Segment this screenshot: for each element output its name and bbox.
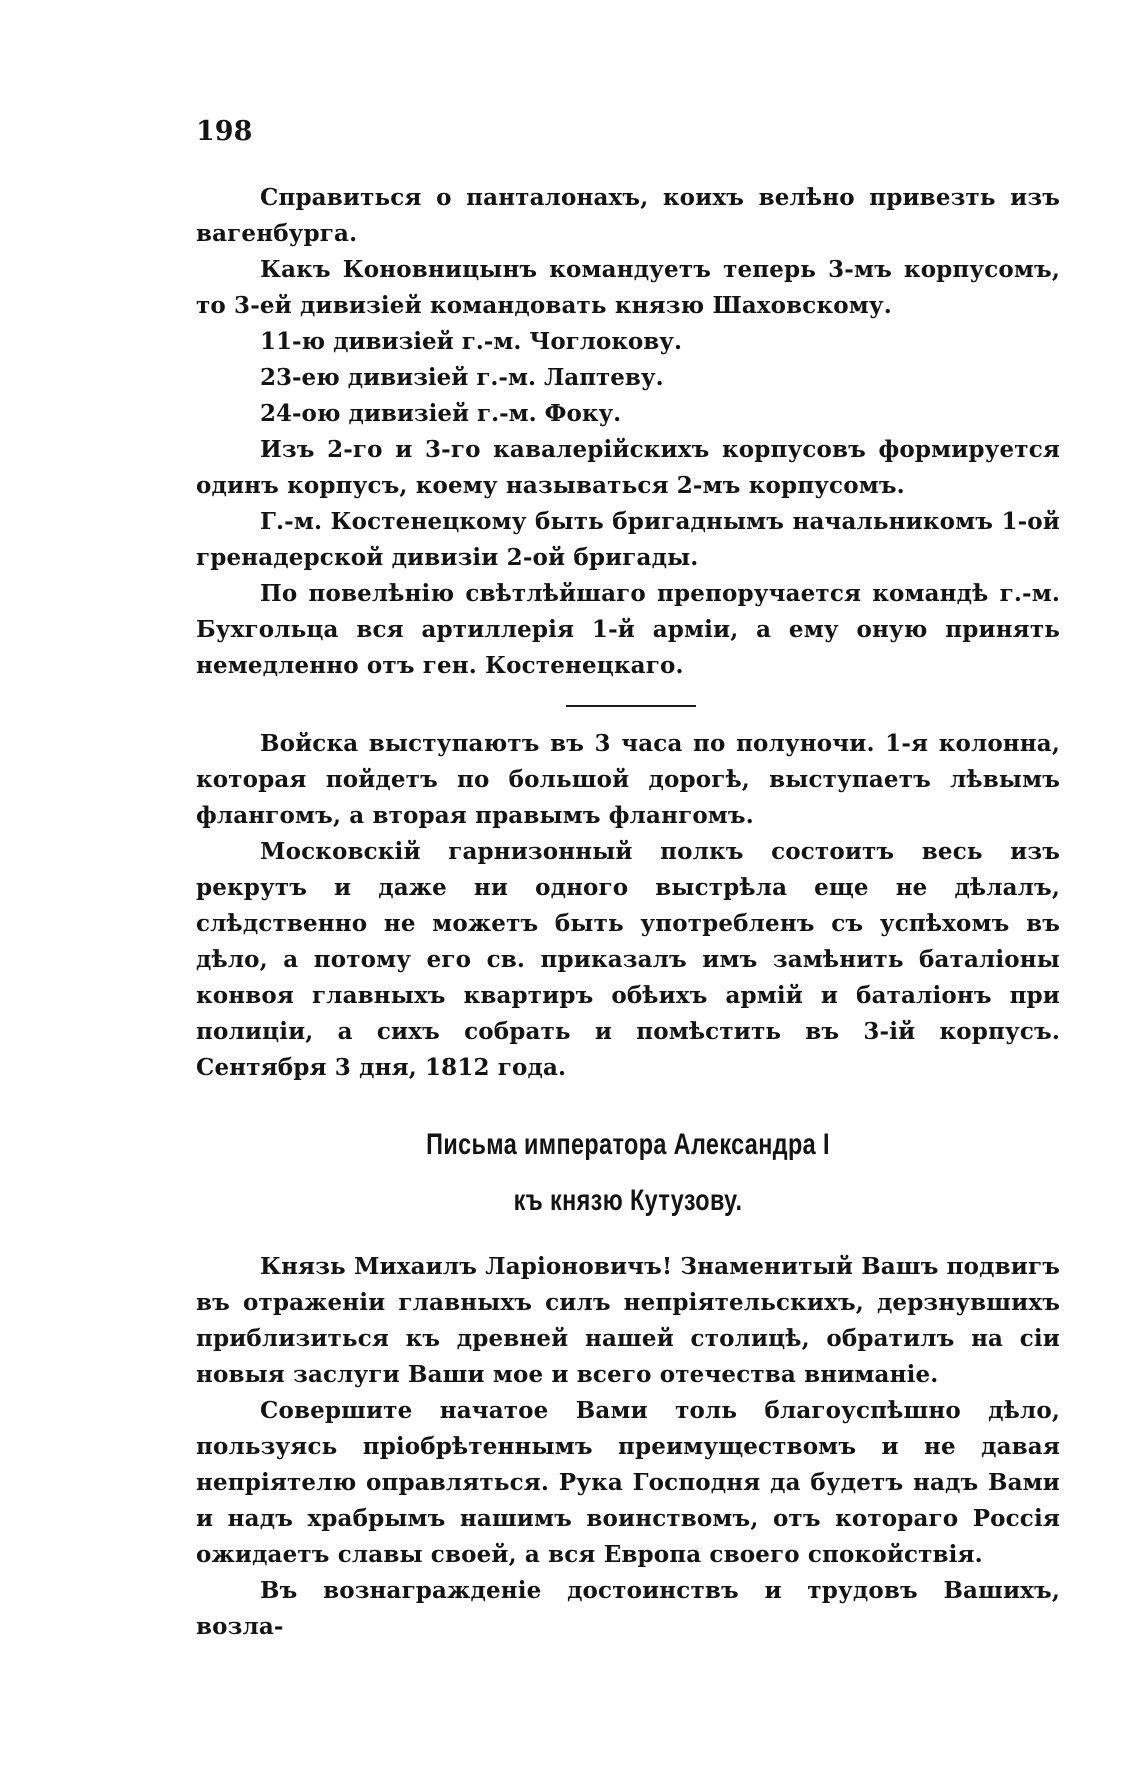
paragraph-artillery: По повелѣнiю свѣтлѣйшаго препоручается командѣ г.-м. Бухгольца вся артиллерiя 1-й армiи, а ему оную принять немедленно отъ ген. Костенецкаго.: [196, 580, 1060, 679]
line-23rd-division: 23-ею дивизiей г.-м. Лаптеву.: [260, 364, 664, 391]
paragraph-letter-reward: Въ вознагражденiе достоинствъ и трудовъ Вашихъ, возла-: [196, 1577, 1060, 1640]
paragraph-letter-complete: Совершите начатое Вами толь благоуспѣшно дѣло, пользуясь прiобрѣтеннымъ преимуществомъ и не давая непрiятелю оправляться. Рука Господня да будетъ надъ Вами и надъ храбрымъ нашимъ воинствомъ, отъ котораго Россiя ожидаетъ славы своей, а вся Европа своего спокойствiя.: [196, 1397, 1060, 1568]
paragraph-moscow-garrison: Московскiй гарнизонный полкъ состоитъ весь изъ рекрутъ и даже ни одного выстрѣла еще не дѣлалъ, слѣдственно не можетъ быть употребленъ съ успѣхомъ въ дѣло, а потому его св. приказалъ имъ замѣнить баталiоны конвоя главныхъ квартиръ обѣихъ армiй и баталiонъ при полицiи, а сихъ собрать и помѣстить въ 3-iй корпусъ. Сентября 3 дня, 1812 года.: [196, 838, 1060, 1081]
line-11th-division: 11-ю дивизiей г.-м. Чоглокову.: [260, 328, 682, 355]
paragraph-cavalry-corps: Изъ 2-го и 3-го кавалерiйскихъ корпусовъ формируется одинъ корпусъ, коему называться 2-мъ корпусомъ.: [196, 436, 1060, 499]
section-divider: [566, 705, 696, 707]
paragraph-troops-march: Войска выступаютъ въ 3 часа по полуночи. 1-я колонна, которая пойдетъ по большой дорогѣ, выступаетъ лѣвымъ флангомъ, а вторая правымъ флангомъ.: [196, 730, 1060, 829]
paragraph-pantaloons: Справиться о панталонахъ, коихъ велѣно привезть изъ вагенбурга.: [196, 184, 1060, 247]
line-24th-division: 24-ою дивизiей г.-м. Фоку.: [260, 400, 622, 427]
orders-section: [196, 180, 1060, 684]
paragraph-letter-greeting: Князь Михаилъ Ларiоновичъ! Знаменитый Вашъ подвигъ въ отраженiи главныхъ силъ непрiятельскихъ, дерзнувшихъ приблизиться къ древней нашей столицѣ, обратилъ на сiи новыя заслуги Ваши мое и всего отечества вниманiе.: [196, 1253, 1061, 1388]
paragraph-konovnitsyn: Какъ Коновницынъ командуетъ теперь 3-мъ корпусомъ, то 3-ей дивизiей командовать князю Шаховскому.: [196, 256, 1060, 319]
page-number: 198: [196, 116, 253, 147]
letters-subheading: къ князю Кутузову.: [513, 1184, 743, 1217]
letters-heading: Письма императора Александра I: [426, 1128, 830, 1161]
march-orders-section: [196, 726, 1060, 1086]
letter-section: [196, 1249, 1060, 1645]
paragraph-kostenetsky: Г.-м. Костенецкому быть бригаднымъ начальникомъ 1-ой гренадерской дивизiи 2-ой бригады.: [196, 508, 1060, 571]
